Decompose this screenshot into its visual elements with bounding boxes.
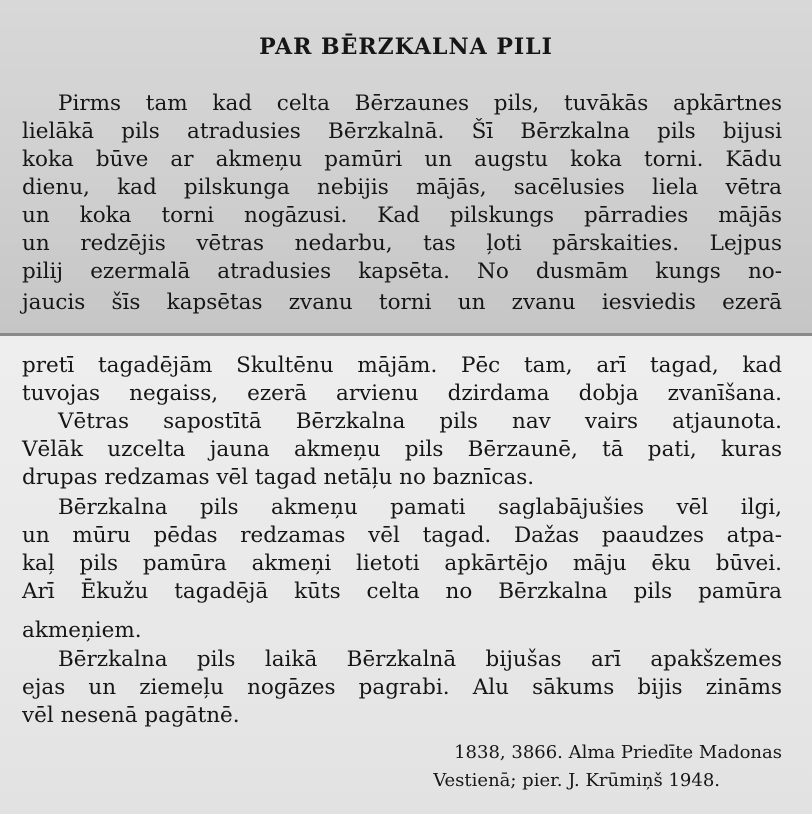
text-line: jaucis šīs kapsētas zvanu torni un zvanu iesviedis ezerā	[22, 290, 782, 315]
source-citation-line: 1838, 3866. Alma Priedīte Madonas	[454, 742, 782, 763]
text-line: Vētras sapostītā Bērzkalna pils nav vairs atjaunota.	[58, 409, 782, 434]
text-line: koka būve ar akmeņu pamūri un augstu koka torni. Kādu	[22, 147, 782, 172]
text-line: ejas un ziemeļu nogāzes pagrabi. Alu sākums bijis zināms	[22, 675, 782, 700]
text-line: Bērzkalna pils akmeņu pamati saglabājušies vēl ilgi,	[58, 495, 782, 520]
text-line: akmeņiem.	[22, 618, 142, 643]
text-line: lielākā pils atradusies Bērzkalnā. Šī Bērzkalna pils bijusi	[22, 119, 782, 144]
text-line: pilij ezermalā atradusies kapsēta. No dusmām kungs no-	[22, 259, 782, 284]
text-line: dienu, kad pilskunga nebijis mājās, sacēlusies liela vētra	[22, 175, 782, 200]
text-line: vēl nesenā pagātnē.	[22, 703, 240, 728]
text-line: un mūru pēdas redzamas vēl tagad. Dažas paaudzes atpa-	[22, 523, 782, 548]
text-line: un redzējis vētras nedarbu, tas ļoti pārskaities. Lejpus	[22, 231, 782, 256]
story-title: PAR BĒRZKALNA PILI	[259, 34, 553, 60]
text-line: Pirms tam kad celta Bērzaunes pils, tuvākās apkārtnes	[58, 91, 782, 116]
text-line: Arī Ēkužu tagadējā kūts celta no Bērzkalna pils pamūra	[22, 579, 782, 604]
source-citation-line: Vestienā; pier. J. Krūmiņš 1948.	[433, 770, 720, 791]
text-line: tuvojas negaiss, ezerā arvienu dzirdama dobja zvanīšana.	[22, 381, 782, 406]
text-line: Bērzkalna pils laikā Bērzkalnā bijušas arī apakšzemes	[58, 647, 782, 672]
text-line: kaļ pils pamūra akmeņi lietoti apkārtējo māju ēku būvei.	[22, 551, 782, 576]
text-line: drupas redzamas vēl tagad netāļu no baznīcas.	[22, 465, 535, 490]
text-line: un koka torni nogāzusi. Kad pilskungs pārradies mājās	[22, 203, 782, 228]
text-line: Vēlāk uzcelta jauna akmeņu pils Bērzaunē, tā pati, kuras	[22, 437, 782, 462]
text-line: pretī tagadējām Skultēnu mājām. Pēc tam, arī tagad, kad	[22, 353, 782, 378]
